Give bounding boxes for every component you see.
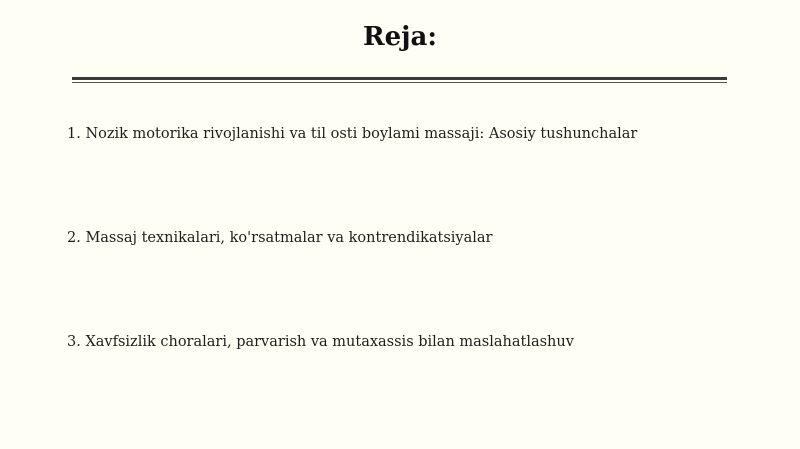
divider-thin-line bbox=[72, 82, 727, 83]
agenda-item-1: 1. Nozik motorika rivojlanishi va til osti boylami massaji: Asosiy tushunchalar bbox=[67, 126, 638, 142]
title-divider bbox=[72, 77, 727, 83]
agenda-item-3: 3. Xavfsizlik choralari, parvarish va mutaxassis bilan maslahatlashuv bbox=[67, 334, 574, 350]
agenda-list bbox=[67, 124, 637, 352]
slide-title: Reja: bbox=[362, 22, 437, 52]
agenda-item-2: 2. Massaj texnikalari, ko'rsatmalar va kontrendikatsiyalar bbox=[67, 230, 493, 246]
